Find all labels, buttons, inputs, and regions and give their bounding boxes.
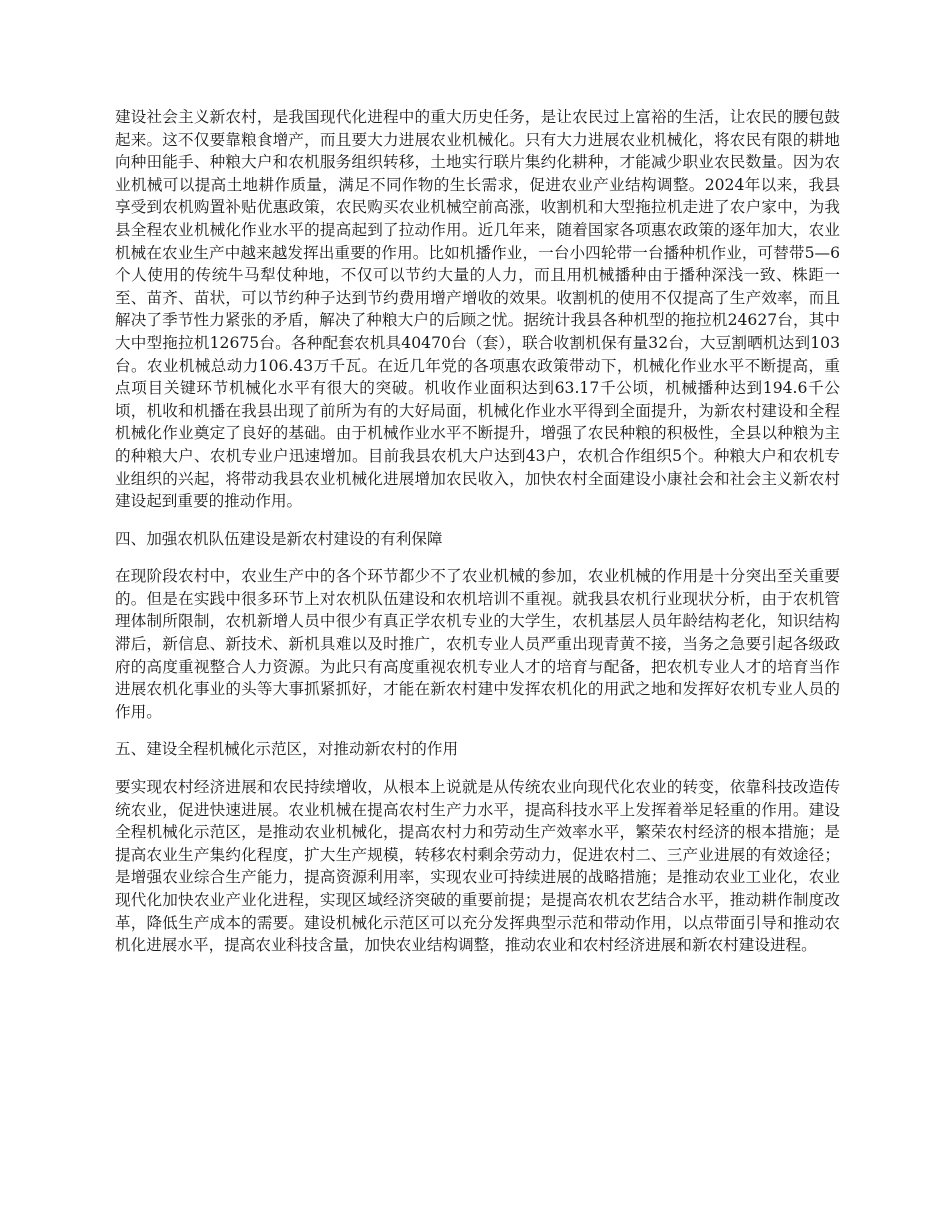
section-heading-5: 五、建设全程机械化示范区，对推动新农村的作用 bbox=[115, 740, 459, 759]
paragraph-mechanization-overview: 建设社会主义新农村，是我国现代化进程中的重大历史任务，是让农民过上富裕的生活，让农民的腰包鼓起来。这不仅要靠粮食增产，而且要大力进展农业机械化。只有大力进展农业机械化，将农民有限的耕地向种田能手、种粮大户和农机服务组织转移，土地实行联片集约化耕种，才能减少职业农民数量。因为农业机械可以提高土地耕作质量，满足不同作物的生长需求，促进农业产业结构调整。2024年以来，我县享受到农机购置补贴优惠政策，农民购买农业机械空前高涨，收割机和大型拖拉机走进了农户家中，为我县全程农业机械化作业水平的提高起到了拉动作用。近几年来，随着国家各项惠农政策的逐年加大，农业机械在农业生产中越来越发挥出重要的作用。比如机播作业，一台小四轮带一台播种机作业，可替带5—6个人使用的传统牛马犁仗种地，不仅可以节约大量的人力，而且用机械播种由于播种深浅一致、株距一至、苗齐、苗状，可以节约种子达到节约费用增产增收的效果。收割机的使用不仅提高了生产效率，而且解决了季节性力紧张的矛盾，解决了种粮大户的后顾之忧。据统计我县各种机型的拖拉机24627台，其中大中型拖拉机12675台。各种配套农机具40470台（套），联合收割机保有量32台，大豆割晒机达到103台。农业机械总动力106.43万千瓦。在近几年党的各项惠农政策带动下，机械化作业水平不断提高，重点项目关键环节机械化水平有很大的突破。机收作业面积达到63.17千公顷，机械播种达到194.6千公顷，机收和机播在我县出现了前所为有的大好局面，机械化作业水平得到全面提升，为新农村建设和全程机械化作业奠定了良好的基础。由于机械作业水平不断提升，增强了农民种粮的积极性，全县以种粮为主的种粮大户、农机专业户迅速增加。目前我县农机大户达到43户，农机合作组织5个。种粮大户和农机专业组织的兴起，将带动我县农业机械化进展增加农民收入，加快农村全面建设小康社会和社会主义新农村建设起到重要的推动作用。 bbox=[115, 108, 840, 511]
paragraph-demonstration-zone: 要实现农村经济进展和农民持续增收，从根本上说就是从传统农业向现代化农业的转变，依靠科技改造传统农业，促进快速进展。农业机械在提高农村生产力水平，提高科技水平上发挥着举足轻重的作用。建设全程机械化示范区，是推动农业机械化，提高农村力和劳动生产效率水平，繁荣农村经济的根本措施；是提高农业生产集约化程度，扩大生产规模，转移农村剩余劳动力，促进农村二、三产业进展的有效途径；是增强农业综合生产能力，提高资源利用率，实现农业可持续进展的战略措施；是推动农业工业化，农业现代化加快农业产业化进程，实现区域经济突破的重要前提；是提高农机农艺结合水平，推动耕作制度改革，降低生产成本的需要。建设机械化示范区可以充分发挥典型示范和带动作用，以点带面引导和推动农机化进展水平，提高农业科技含量，加快农业结构调整，推动农业和农村经济进展和新农村建设进程。 bbox=[115, 778, 840, 955]
document-body bbox=[115, 106, 840, 972]
paragraph-team-building: 在现阶段农村中，农业生产中的各个环节都少不了农业机械的参加，农业机械的作用是十分突出至关重要的。但是在实践中很多环节上对农机队伍建设和农机培训不重视。就我县农机行业现状分析，由于农机管理体制所限制，农机新增人员中很少有真正学农机专业的大学生，农机基层人员年龄结构老化，知识结构滞后，新信息、新技术、新机具难以及时推广，农机专业人员严重出现青黄不接，当务之急要引起各级政府的高度重视整合人力资源。为此只有高度重视农机专业人才的培育与配备，把农机专业人才的培育当作进展农机化事业的头等大事抓紧抓好，才能在新农村建中发挥农机化的用武之地和发挥好农机专业人员的作用。 bbox=[115, 567, 840, 721]
section-heading-4: 四、加强农机队伍建设是新农村建设的有利保障 bbox=[115, 529, 443, 548]
